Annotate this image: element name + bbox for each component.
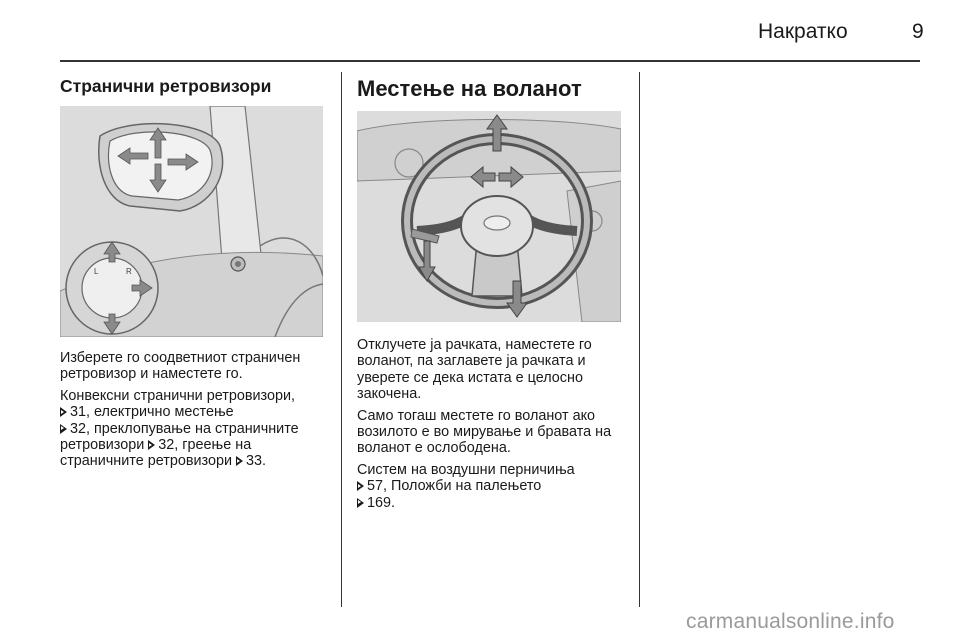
steering-ref-ignition[interactable]: 57, Положби на палењето <box>367 478 542 495</box>
steering-wheel-instruction: Отклучете ја рачката, наместете го воланот, па заглавете ја рачката и уверете се дека истата е целосно закочена. <box>357 337 592 403</box>
watermark: carmanualsonline.info <box>686 610 895 633</box>
side-mirrors-ref-folding[interactable]: 32, преклопување на страничните ретровизори <box>60 420 299 454</box>
side-mirrors-text <box>60 350 330 475</box>
steering-ref-airbag: Систем на воздушни перничиња <box>357 461 575 478</box>
cross-reference-triangle-icon <box>357 497 365 507</box>
steering-wheel-illustration <box>357 111 621 322</box>
side-mirrors-references <box>60 388 330 470</box>
side-mirrors-ref-heating[interactable]: 32, греење на страничните ретровизори <box>60 437 252 470</box>
side-mirrors-ref-convex: Конвексни странични ретровизори, <box>60 387 296 404</box>
cross-reference-triangle-icon <box>60 423 68 433</box>
section-heading-steering-wheel: Местење на воланот <box>357 76 582 101</box>
side-mirrors-instruction: Изберете го соодветниот страничен ретровизор и наместете го. <box>60 350 301 383</box>
side-mirrors-ref-page[interactable]: 33. <box>246 453 267 470</box>
page-number: 9 <box>912 20 924 43</box>
cross-reference-triangle-icon <box>357 480 365 490</box>
side-mirrors-ref-electric[interactable]: 31, електрично местење <box>70 404 234 421</box>
side-mirror-illustration <box>60 106 323 337</box>
cross-reference-triangle-icon <box>60 406 68 416</box>
cross-reference-triangle-icon <box>148 439 156 449</box>
header-divider <box>60 60 920 62</box>
column-divider-right <box>639 72 640 607</box>
cross-reference-triangle-icon <box>236 455 244 465</box>
steering-wheel-text <box>357 337 629 516</box>
mirror-select-right-label: R <box>126 267 132 276</box>
steering-wheel-warning: Само тогаш местете го воланот ако возилото е во мирување и бравата на воланот е ослободена. <box>357 407 612 457</box>
mirror-select-left-label: L <box>94 267 99 276</box>
column-divider-left <box>341 72 342 607</box>
page-header-title: Накратко <box>758 20 848 43</box>
section-heading-side-mirrors: Странични ретровизори <box>60 76 272 96</box>
steering-wheel-references <box>357 462 629 511</box>
steering-ref-page[interactable]: 169. <box>367 494 396 511</box>
